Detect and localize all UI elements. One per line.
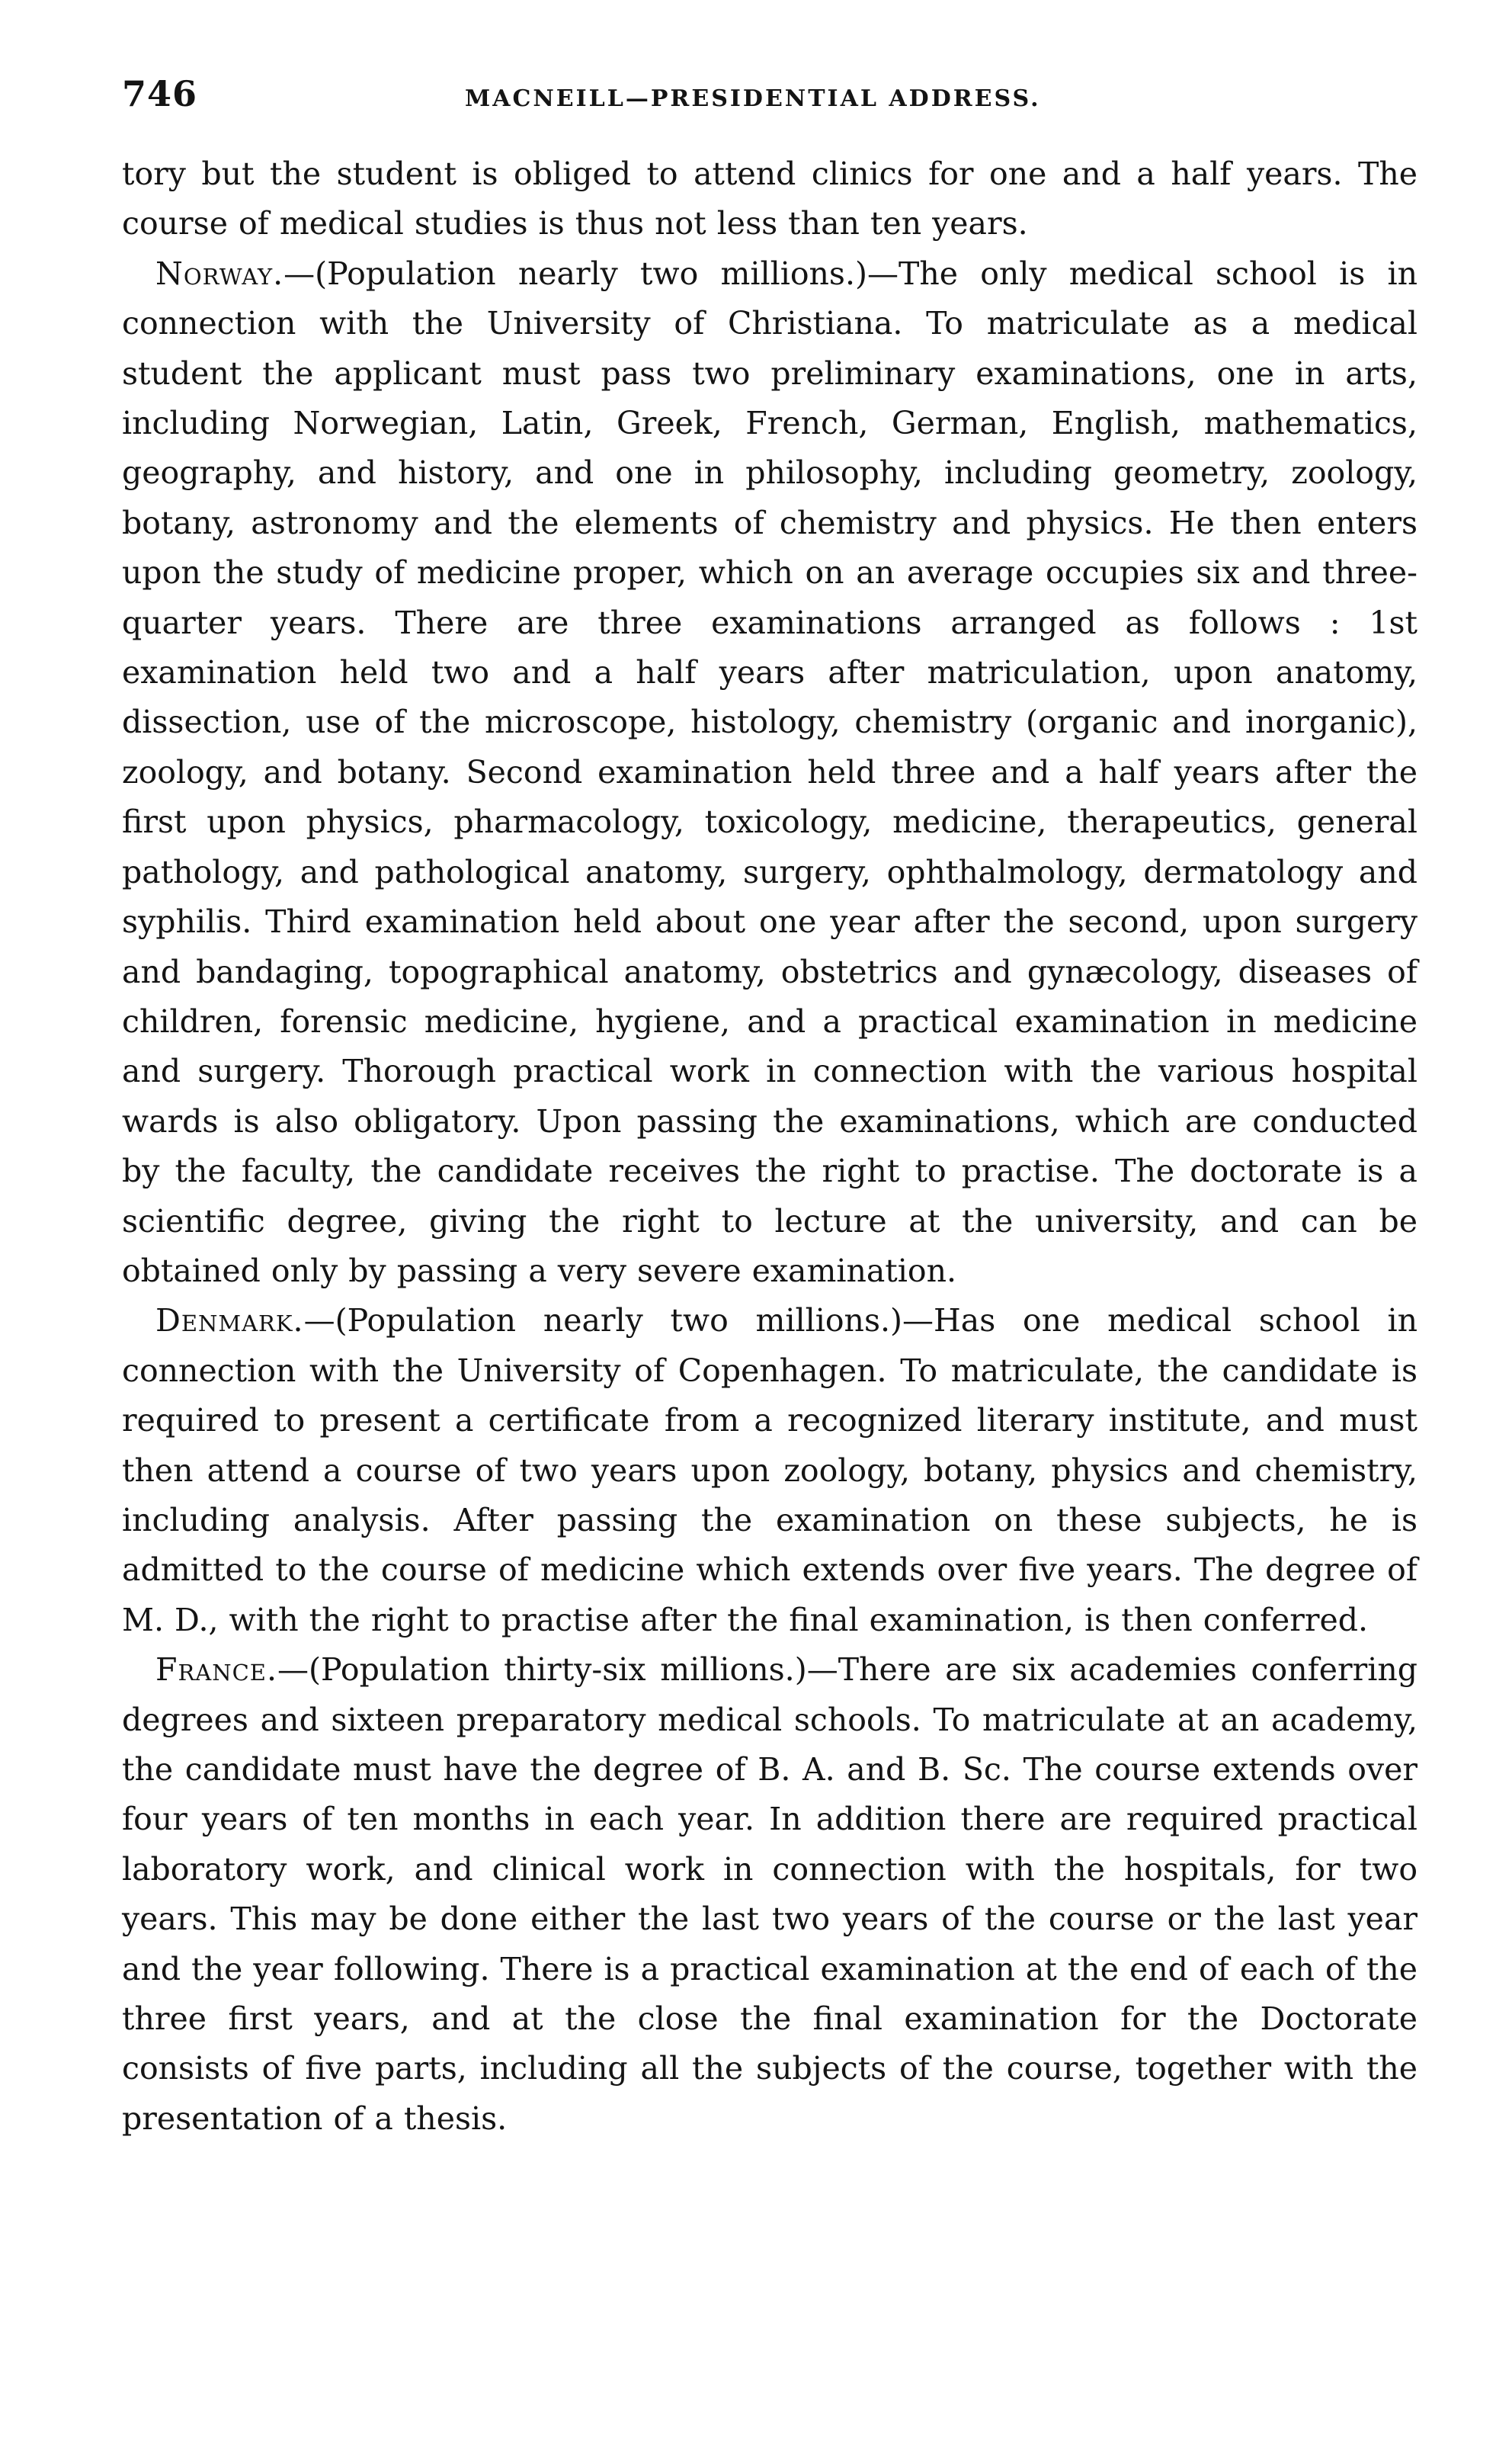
- paragraph-continuation: [122, 149, 1418, 249]
- paragraph-text: —(Population nearly two millions.)—Has one medical school in connection with the University of Copenhagen. To matriculate, the candidate is required to present a certificate from a recognized literary institute, and must then attend a course of two years upon zoology, botany, physics and chemistry, including analysis. After passing the examination on these subjects, he is admitted to the course of medicine which extends over five years. The degree of M. D., with the right to practise after the final examination, is then conferred.: [122, 1302, 1418, 1638]
- paragraph-france: [122, 1645, 1418, 2144]
- body-text: [122, 149, 1418, 2144]
- section-heading-norway: Norway.: [155, 255, 284, 292]
- section-heading-france: France.: [155, 1651, 277, 1689]
- paragraph-text: —(Population nearly two millions.)—The only medical school is in connection with the University of Christiana. To matriculate as a medical student the applicant must pass two preliminary examinations, one in arts, including Norwegian, Latin, Greek, French, German, English, mathematics, geography, and history, and one in philosophy, including geometry, zoology, botany, astronomy and the elements of chemistry and physics. He then enters upon the study of medicine proper, which on an average occupies six and three-quarter years. There are three examinations arranged as follows : 1st examination held two and a half years after matriculation, upon anatomy, dissection, use of the microscope, histology, chemistry (organic and inorganic), zoology, and botany. Second examination held three and a half years after the first upon physics, pharmacology, toxicology, medicine, therapeutics, general pathology, and pathological anatomy, surgery, ophthalmology, dermatology and syphilis. Third examination held about one year after the second, upon surgery and bandaging, topographical anatomy, obstetrics and gynæcology, diseases of children, forensic medicine, hygiene, and a practical examination in medicine and surgery. Thorough practical work in connection with the various hospital wards is also obligatory. Upon passing the examinations, which are conducted by the faculty, the candidate receives the right to practise. The doctorate is a scientific degree, giving the right to lecture at the university, and can be obtained only by passing a very severe examination.: [122, 255, 1418, 1289]
- section-heading-denmark: Denmark.: [155, 1302, 304, 1339]
- paragraph-norway: [122, 249, 1418, 1297]
- page-number: 746: [122, 73, 198, 114]
- paragraph-denmark: [122, 1296, 1418, 1645]
- paragraph-text: —(Population thirty-six millions.)—There are six academies conferring degrees and sixteen preparatory medical schools. To matriculate at an academy, the candidate must have the degree of B. A. and B. Sc. The course extends over four years of ten months in each year. In addition there are required practical laboratory work, and clinical work in connection with the hospitals, for two years. This may be done either the last two years of the course or the last year and the year following. There is a practical examination at the end of each of the three first years, and at the close the final examination for the Doctorate consists of five parts, including all the subjects of the course, together with the presentation of a thesis.: [122, 1651, 1418, 2137]
- paragraph-text: tory but the student is obliged to attend clinics for one and a half years. The course of medical studies is thus not less than ten years.: [122, 156, 1418, 242]
- document-page: [122, 73, 1418, 2144]
- running-title: MACNEILL—PRESIDENTIAL ADDRESS.: [465, 85, 1041, 112]
- page-header: [122, 73, 1418, 119]
